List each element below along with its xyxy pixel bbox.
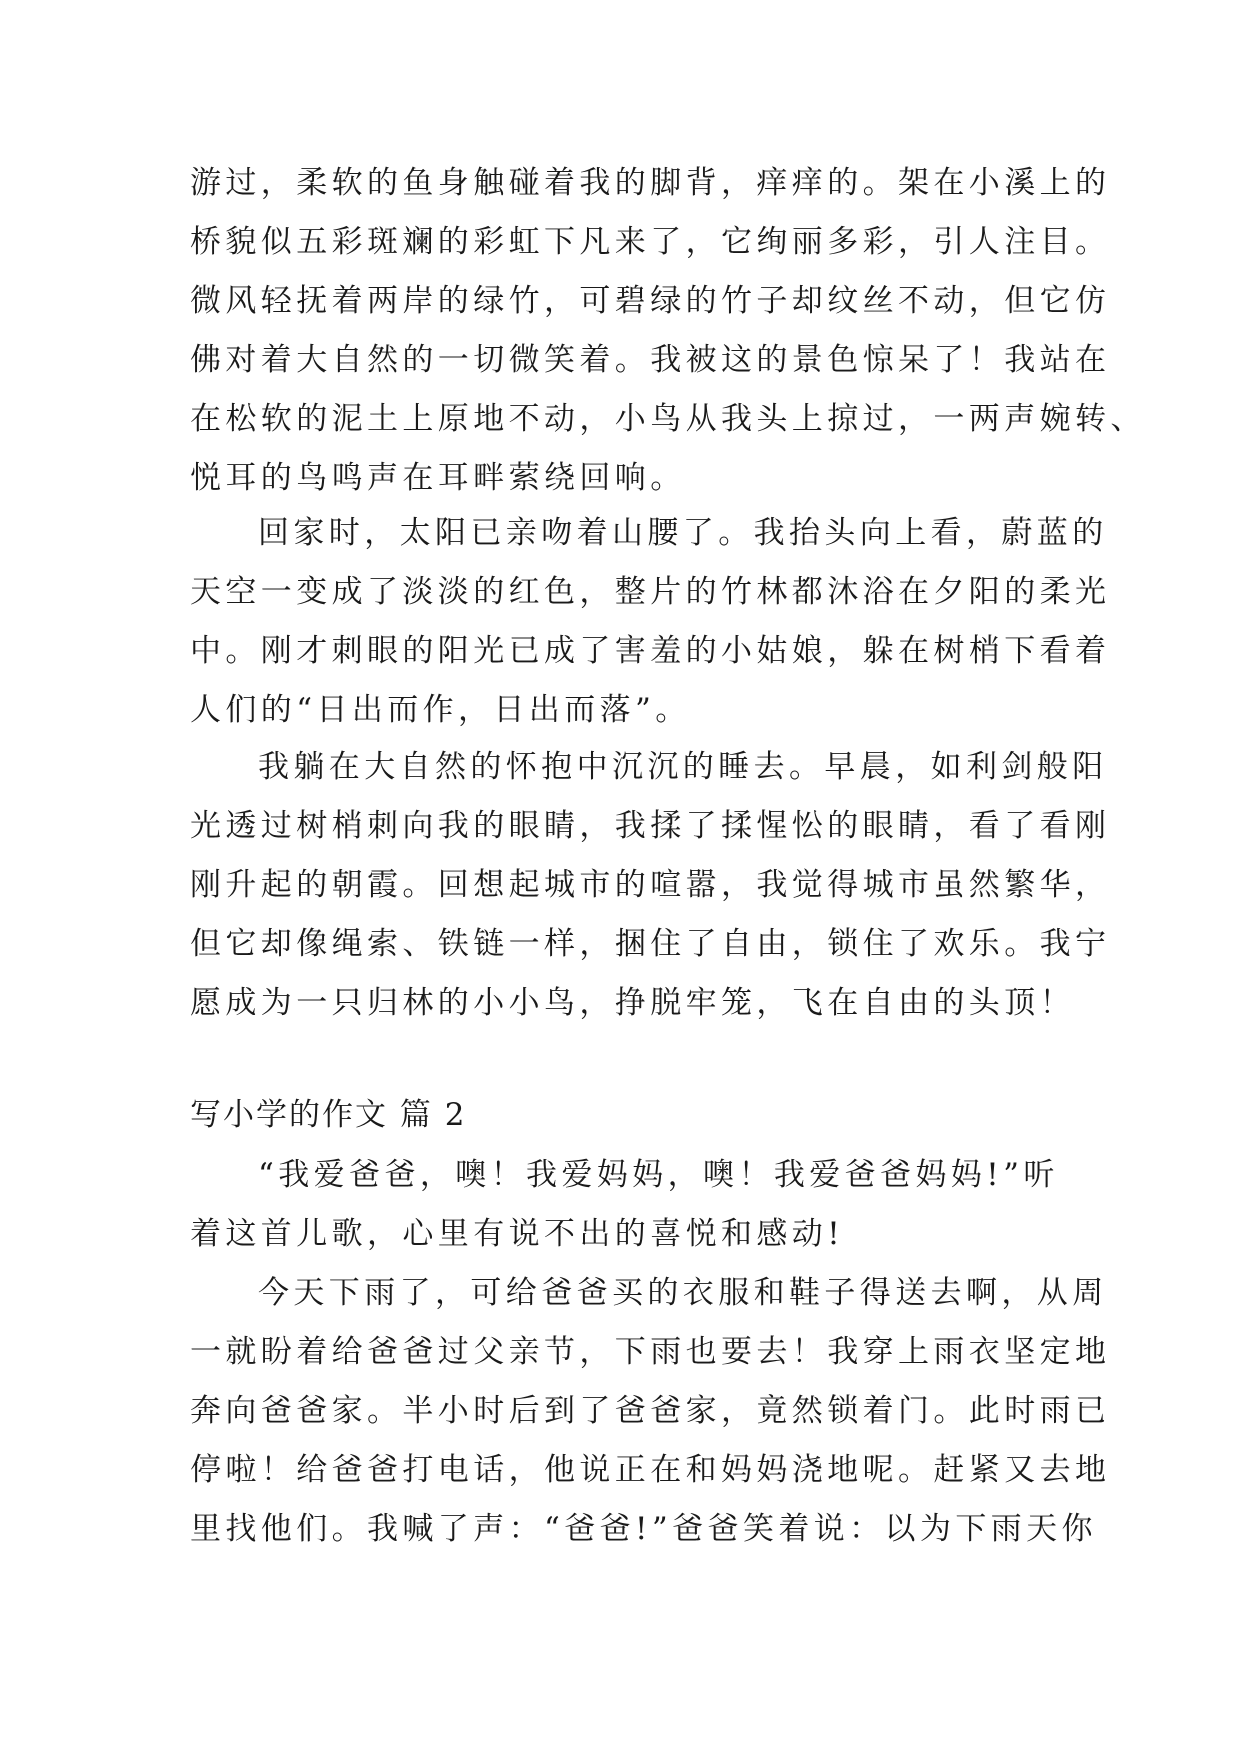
paragraph-line: 光透过树梢刺向我的眼睛，我揉了揉惺忪的眼睛，看了看刚 (190, 808, 1111, 844)
paragraph-line: 愿成为一只归林的小小鸟，挣脱牢笼，飞在自由的头顶！ (190, 985, 1075, 1021)
paragraph-line: 悦耳的鸟鸣声在耳畔萦绕回响。 (190, 460, 686, 496)
paragraph-line: 一就盼着给爸爸过父亲节，下雨也要去！我穿上雨衣坚定地 (190, 1334, 1111, 1370)
paragraph-line: 里找他们。我喊了声：“爸爸!”爸爸笑着说：以为下雨天你 (190, 1511, 1097, 1547)
paragraph-line: 在松软的泥土上原地不动，小鸟从我头上掠过，一两声婉转、 (190, 401, 1146, 437)
paragraph-line: 今天下雨了，可给爸爸买的衣服和鞋子得送去啊，从周 (258, 1275, 1108, 1311)
paragraph-line: 但它却像绳索、铁链一样，捆住了自由，锁住了欢乐。我宁 (190, 926, 1111, 962)
paragraph-line: 停啦！给爸爸打电话，他说正在和妈妈浇地呢。赶紧又去地 (190, 1452, 1111, 1488)
paragraph-line: 佛对着大自然的一切微笑着。我被这的景色惊呆了！我站在 (190, 342, 1111, 378)
paragraph-line: 桥貌似五彩斑斓的彩虹下凡来了，它绚丽多彩，引人注目。 (190, 224, 1111, 260)
paragraph-line: 着这首儿歌，心里有说不出的喜悦和感动! (190, 1216, 845, 1252)
paragraph-line: 回家时，太阳已亲吻着山腰了。我抬头向上看，蔚蓝的 (258, 515, 1108, 551)
paragraph-line: 我躺在大自然的怀抱中沉沉的睡去。早晨，如利剑般阳 (258, 749, 1108, 785)
paragraph-line: 天空一变成了淡淡的红色，整片的竹林都沐浴在夕阳的柔光 (190, 574, 1111, 610)
paragraph-1 (190, 154, 1146, 508)
paragraph-4 (190, 1146, 1070, 1264)
paragraph-line: 微风轻抚着两岸的绿竹，可碧绿的竹子却纹丝不动，但它仿 (190, 283, 1111, 319)
paragraph-5 (190, 1264, 1111, 1559)
paragraph-line: 中。刚才刺眼的阳光已成了害羞的小姑娘，躲在树梢下看着 (190, 633, 1111, 669)
paragraph-3 (190, 738, 1111, 1033)
paragraph-line: 人们的“日出而作，日出而落”。 (190, 692, 691, 728)
paragraph-2 (190, 504, 1111, 740)
section-heading: 写小学的作文 篇 2 (190, 1097, 467, 1133)
paragraph-line: 刚升起的朝霞。回想起城市的喧嚣，我觉得城市虽然繁华， (190, 867, 1111, 903)
paragraph-line: “我爱爸爸，噢！我爱妈妈，噢！我爱爸爸妈妈!”听 (258, 1157, 1059, 1193)
paragraph-line: 游过，柔软的鱼身触碰着我的脚背，痒痒的。架在小溪上的 (190, 165, 1111, 201)
paragraph-line: 奔向爸爸家。半小时后到了爸爸家，竟然锁着门。此时雨已 (190, 1393, 1111, 1429)
